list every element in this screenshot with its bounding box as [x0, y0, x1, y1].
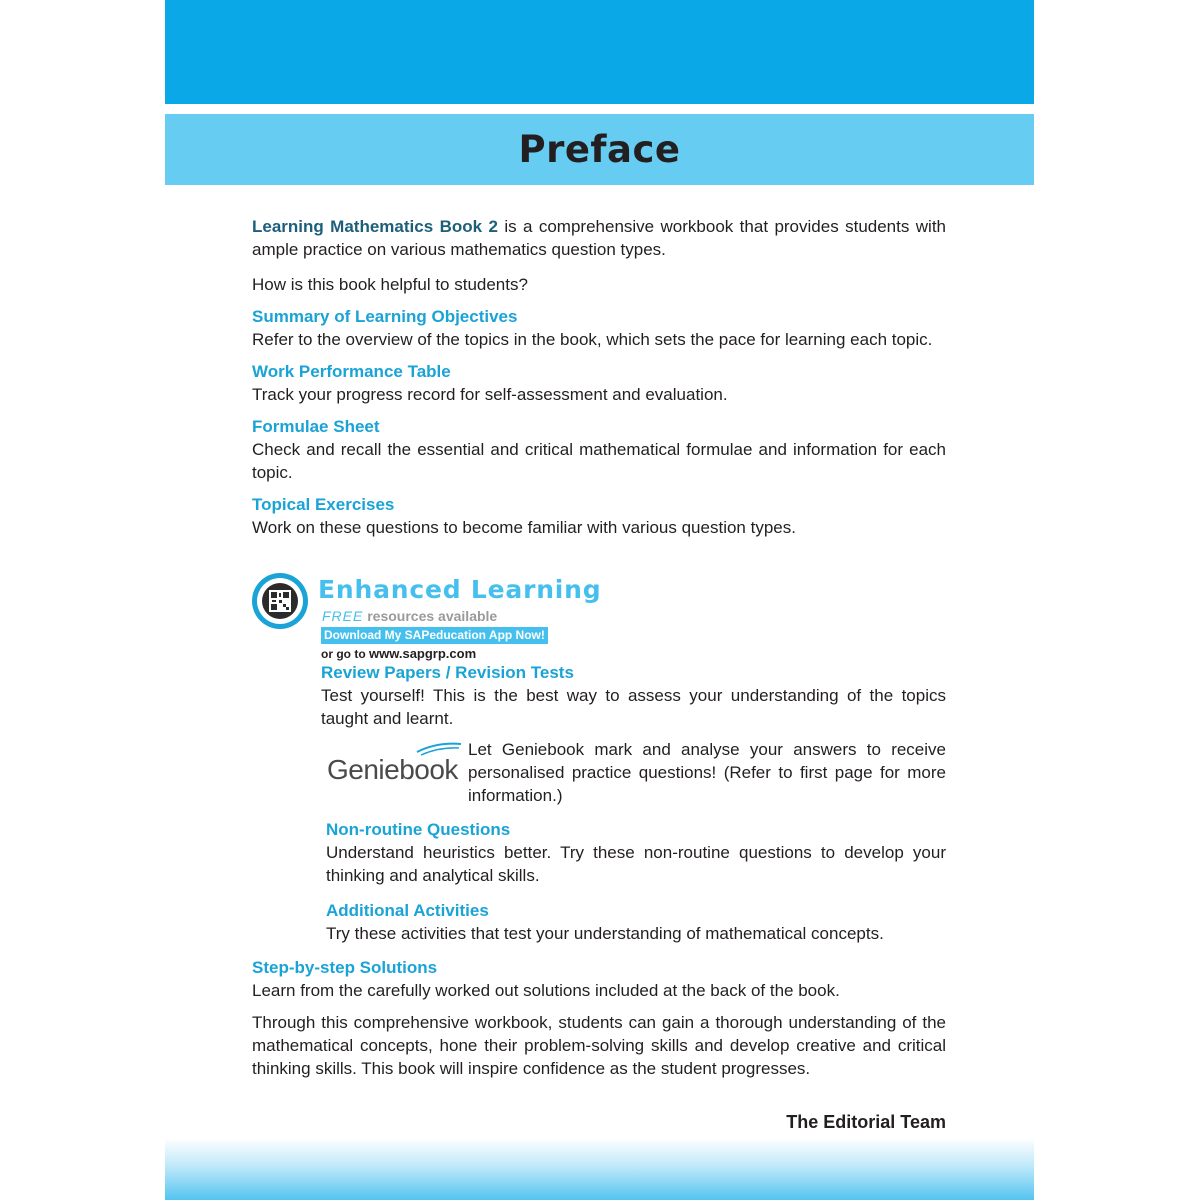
- closing-content: [252, 956, 946, 1080]
- download-app-button[interactable]: Download My SAPeducation App Now!: [321, 627, 548, 644]
- section-heading: Additional Activities: [326, 901, 489, 920]
- title-band: [165, 114, 1034, 185]
- section-heading: Work Performance Table: [252, 362, 451, 381]
- bottom-gradient-band: [165, 1138, 1034, 1200]
- intro-text: is a comprehensive workbook that provides students with ample practice on various mathematics question types.: [252, 217, 946, 259]
- main-content: [252, 215, 946, 539]
- section-text: Check and recall the essential and critical mathematical formulae and information for each topic.: [252, 440, 946, 482]
- website-link[interactable]: or go to www.sapgrp.com: [321, 646, 477, 661]
- section-text: Test yourself! This is the best way to assess your understanding of the topics taught and learnt.: [321, 686, 946, 728]
- signature: The Editorial Team: [786, 1112, 946, 1132]
- section-review-papers: [321, 661, 946, 730]
- free-resources-text: FREE resources available: [322, 608, 498, 624]
- intro-paragraph: [252, 215, 946, 261]
- section-text: Refer to the overview of the topics in the book, which sets the pace for learning each topic.: [252, 330, 933, 349]
- book-name: Learning Mathematics Book 2: [252, 217, 498, 236]
- qr-code-icon: [252, 573, 308, 629]
- section-work-performance: [252, 360, 946, 406]
- question-text: How is this book helpful to students?: [252, 275, 528, 294]
- section-heading: Formulae Sheet: [252, 417, 380, 436]
- section-text: Work on these questions to become familiar with various question types.: [252, 518, 796, 537]
- section-heading: Summary of Learning Objectives: [252, 307, 518, 326]
- section-heading: Topical Exercises: [252, 495, 395, 514]
- geniebook-callout: [321, 738, 946, 808]
- enhanced-learning-banner: [252, 573, 672, 665]
- section-non-routine: [326, 818, 946, 887]
- enhanced-learning-title: Enhanced Learning: [318, 575, 602, 604]
- closing-paragraph: Through this comprehensive workbook, students can gain a thorough understanding of the mathematical concepts, hone their problem-solving skills and develop creative and critical thinking skills. This book will inspire confidence as the student progresses.: [252, 1013, 946, 1078]
- section-heading: Step-by-step Solutions: [252, 958, 438, 977]
- section-additional-activities: [326, 899, 946, 945]
- page-title: Preface: [518, 128, 681, 171]
- section-text: Learn from the carefully worked out solutions included at the back of the book.: [252, 981, 840, 1000]
- section-text: Track your progress record for self-assessment and evaluation.: [252, 385, 728, 404]
- section-text: Try these activities that test your understanding of mathematical concepts.: [326, 924, 884, 943]
- section-topical: [252, 493, 946, 539]
- section-formulae: [252, 415, 946, 484]
- section-heading: Non-routine Questions: [326, 820, 511, 839]
- geniebook-logo: Geniebook: [327, 740, 462, 785]
- section-summary: [252, 305, 946, 351]
- section-heading: Review Papers / Revision Tests: [321, 663, 574, 682]
- section-text: Understand heuristics better. Try these non-routine questions to develop your thinking and analytical skills.: [326, 843, 946, 885]
- geniebook-text: Let Geniebook mark and analyse your answers to receive personalised practice questions! (Refer to first page for more information.): [468, 740, 946, 805]
- top-color-band: [165, 0, 1034, 104]
